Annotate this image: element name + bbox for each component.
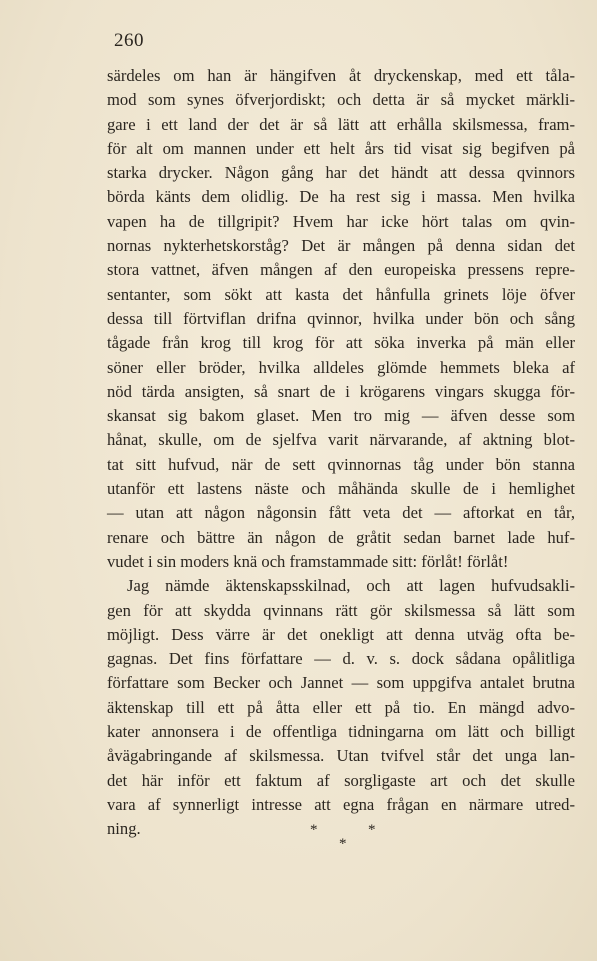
- text-line: gagnas. Det fins författare — d. v. s. dock sådana opålitliga: [107, 649, 575, 669]
- ornament-star-left: *: [310, 822, 318, 838]
- section-ornament: [0, 814, 597, 854]
- text-line: kater annonsera i de offentliga tidningarna om lätt och billigt: [107, 722, 575, 742]
- text-line: dessa till förtviflan drifna qvinnor, hvilka under bön och sång: [107, 308, 575, 328]
- text-line: tågade från krog till krog för att söka inverka på män eller: [107, 333, 575, 353]
- text-line: skansat sig bakom glaset. Men tro mig — äfven desse som: [107, 406, 575, 426]
- text-line: utanför ett lastens näste och måhända skulle de i hemlighet: [107, 479, 575, 499]
- text-line: renare och bättre än någon de gråtit sedan barnet lade huf-: [107, 527, 575, 547]
- text-line: författare som Becker och Jannet — som uppgifva antalet brutna: [107, 673, 575, 693]
- text-line: mod som synes öfverjordiskt; och detta är så mycket märkli-: [107, 90, 575, 110]
- text-line: tat sitt hufvud, när de sett qvinnornas tåg under bön stanna: [107, 454, 575, 474]
- text-line: nöd tärda ansigten, så snart de i krögarens vingars skugga för-: [107, 381, 575, 401]
- text-line: vudet i sin moders knä och framstammade sitt: förlåt! förlåt!: [107, 551, 509, 571]
- text-line: hånat, skulle, om de sjelfva varit närvarande, af aktning blot-: [107, 430, 575, 450]
- ornament-star-right: *: [368, 822, 376, 838]
- text-line: börda känts dem olidlig. De ha rest sig i massa. Men hvilka: [107, 187, 575, 207]
- body-text: [107, 64, 575, 842]
- text-line: vara af synnerligt intresse att egna frågan en närmare utred-: [107, 794, 575, 814]
- text-line: starka drycker. Någon gång har det händt att dessa qvinnors: [107, 163, 575, 183]
- text-line: Jag nämde äktenskapsskilnad, och att lagen hufvudsakli-: [127, 576, 575, 596]
- text-line: gen för att skydda qvinnans rätt gör skilsmessa så lätt som: [107, 600, 575, 620]
- text-line: — utan att någon någonsin fått veta det — aftorkat en tår,: [107, 503, 575, 523]
- ornament-star-bottom: *: [339, 836, 347, 852]
- text-line: sentanter, som sökt att kasta det hånfulla grinets löje öfver: [107, 284, 575, 304]
- text-line: gare i ett land der det är så lätt att erhålla skilsmessa, fram-: [107, 114, 575, 134]
- text-line: åvägabringande af skilsmessa. Utan tvifvel står det unga lan-: [107, 746, 575, 766]
- text-line: äktenskap till ett på åtta eller ett på tio. En mängd advo-: [107, 697, 575, 717]
- page-number: 260: [114, 30, 144, 51]
- text-line: möjligt. Dess värre är det onekligt att denna utväg ofta be-: [107, 624, 575, 644]
- text-line: söner eller bröder, hvilka alldeles glömde hemmets bleka af: [107, 357, 575, 377]
- text-line: stora vattnet, äfven mången af den europeiska pressens repre-: [107, 260, 575, 280]
- text-line: nornas nykterhetskorståg? Det är mången på denna sidan det: [107, 236, 575, 256]
- text-line: det här inför ett faktum af sorgligaste art och det skulle: [107, 770, 575, 790]
- text-line: ning.: [107, 819, 141, 839]
- text-line: vapen ha de tillgripit? Hvem har icke hört talas om qvin-: [107, 211, 575, 231]
- text-line: särdeles om han är hängifven åt dryckenskap, med ett tåla-: [107, 66, 575, 85]
- text-line: för alt om mannen under ett helt års tid visat sig begifven på: [107, 138, 575, 158]
